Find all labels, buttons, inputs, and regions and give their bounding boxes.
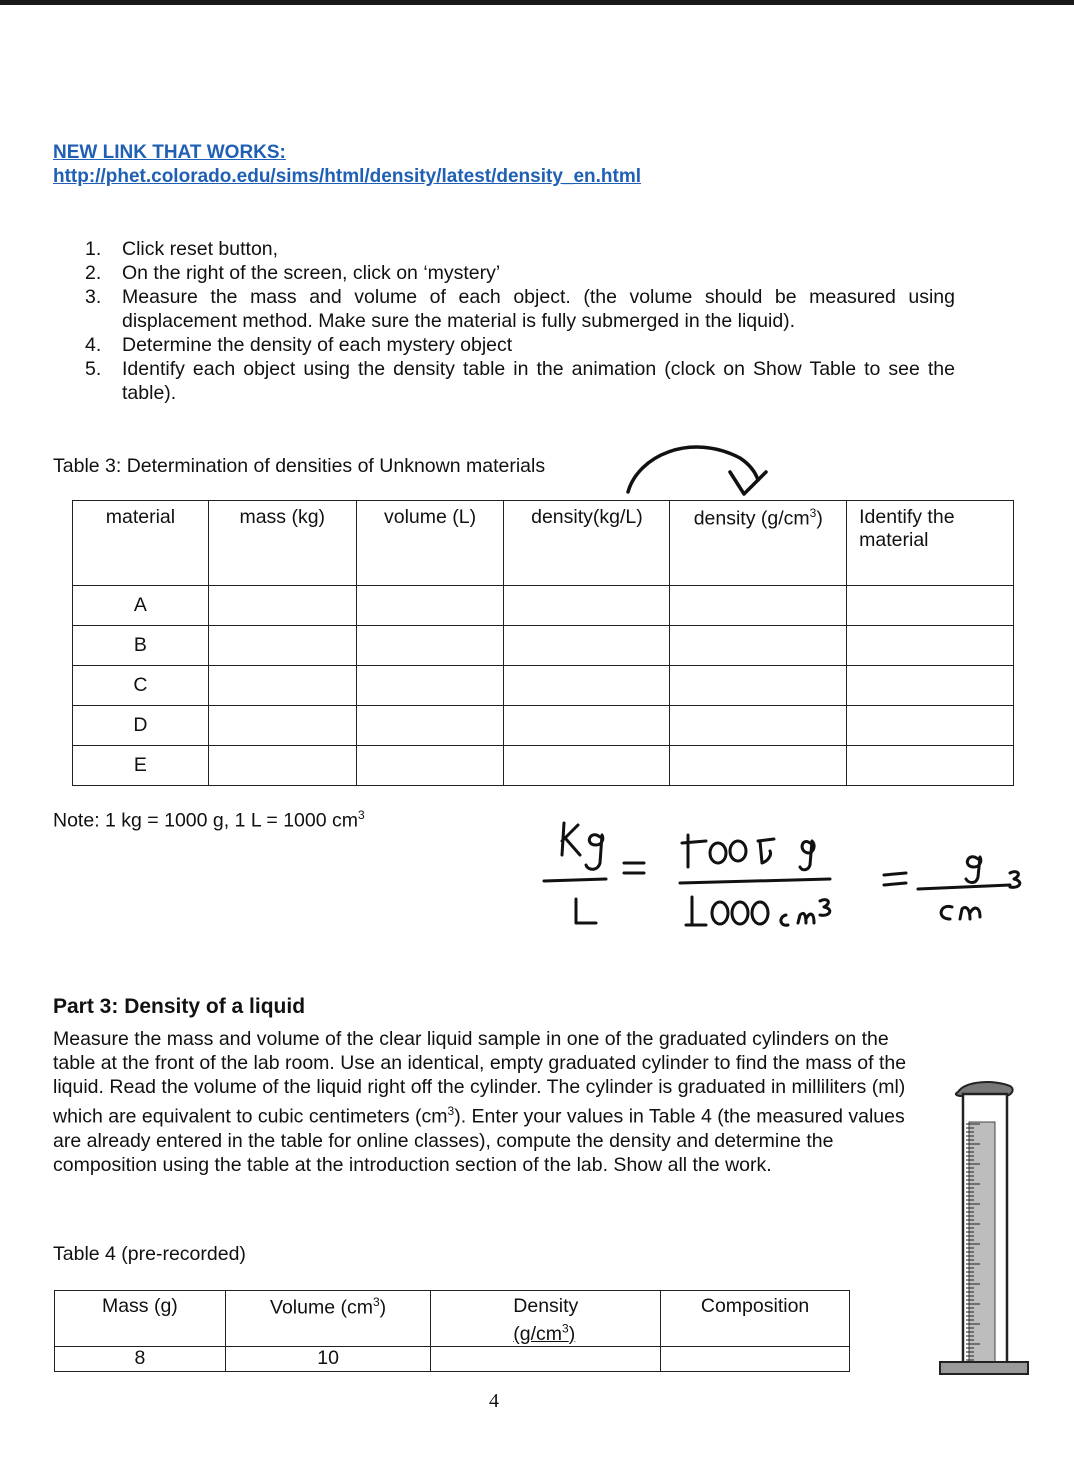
header-volume: volume (L): [356, 501, 504, 586]
cell-mass: 8: [55, 1346, 226, 1371]
row-label: B: [73, 626, 209, 666]
cell-empty[interactable]: [670, 626, 847, 666]
table-row: [73, 706, 1014, 746]
simulation-url[interactable]: http://phet.colorado.edu/sims/html/density/latest/density_en.html: [53, 166, 642, 187]
row-label: C: [73, 666, 209, 706]
table-row: [73, 586, 1014, 626]
cell-empty[interactable]: [504, 706, 670, 746]
list-item: 4. Determine the density of each mystery object: [85, 334, 513, 356]
table-header-row: [55, 1291, 850, 1347]
cell-empty[interactable]: [504, 746, 670, 786]
table-row: [73, 626, 1014, 666]
table4: [54, 1290, 850, 1372]
cell-empty[interactable]: [504, 586, 670, 626]
cell-empty[interactable]: [208, 706, 356, 746]
cell-empty[interactable]: [847, 706, 1014, 746]
cell-empty[interactable]: [847, 666, 1014, 706]
header-material: material: [73, 501, 209, 586]
header-density-gcm: density $(g/cm^3)$: [670, 501, 847, 586]
row-label: A: [73, 586, 209, 626]
cell-empty[interactable]: [847, 586, 1014, 626]
part3-body: Measure the mass and volume of the clear liquid sample in one of the graduated cylinders on the table at the front of the lab room. Use an identical, empty graduated cylinder to find the mass of the liquid. Read the volume of the liquid right off the cylinder. The cylinder is graduated in milliliters (ml) which are equivalent to cubic centimeters $(cm^3)$. Enter your values in Table 4 (the measured values are already entered in the table for online classes), compute the density and determine the composition using the table at the introduction section of the lab. Show all the work.: [53, 1028, 907, 1176]
cell-volume: 10: [225, 1346, 431, 1371]
table3-caption: Table 3: Determination of densities of Unknown materials: [53, 455, 546, 477]
list-item: 1. Click reset button,: [85, 238, 279, 260]
cell-density[interactable]: [431, 1346, 661, 1371]
cell-empty[interactable]: [356, 746, 504, 786]
instruction-list: [85, 237, 955, 405]
cell-composition[interactable]: [661, 1346, 850, 1371]
part3-title: Part 3: Density of a liquid: [53, 995, 306, 1018]
cell-empty[interactable]: [208, 586, 356, 626]
header-mass: Mass (g): [55, 1291, 226, 1347]
cell-empty[interactable]: [208, 746, 356, 786]
table-row: [55, 1346, 850, 1371]
table4-caption: Table 4 (pre-recorded): [53, 1243, 246, 1265]
table3: [72, 500, 1014, 786]
cell-empty[interactable]: [670, 706, 847, 746]
cell-empty[interactable]: [356, 666, 504, 706]
list-item: 2. On the right of the screen, click on ‘mystery’: [85, 262, 501, 284]
header-mass: mass (kg): [208, 501, 356, 586]
cell-empty[interactable]: [670, 586, 847, 626]
row-label: D: [73, 706, 209, 746]
cell-empty[interactable]: [208, 626, 356, 666]
cell-empty[interactable]: [847, 746, 1014, 786]
row-label: E: [73, 746, 209, 786]
page-number: 4: [489, 1390, 499, 1412]
cell-empty[interactable]: [208, 666, 356, 706]
cell-empty[interactable]: [670, 746, 847, 786]
table-header-row: [73, 501, 1014, 586]
graduated-cylinder-illustration: [936, 1074, 1032, 1380]
header-density-kgl: density(kg/L): [504, 501, 670, 586]
cell-empty[interactable]: [356, 626, 504, 666]
cell-empty[interactable]: [847, 626, 1014, 666]
header-composition: Composition: [661, 1291, 850, 1347]
cell-empty[interactable]: [356, 586, 504, 626]
cell-empty[interactable]: [504, 666, 670, 706]
table-row: [73, 666, 1014, 706]
header-density: Density $(g/cm^3)$: [431, 1291, 661, 1347]
list-item: 5. Identify each object using the density table in the animation (clock on Show Table to see the table).: [85, 358, 955, 404]
list-item: 3. Measure the mass and volume of each object. (the volume should be measured using displacement method. Make sure the material is fully submerged in the liquid).: [85, 286, 955, 332]
top-border: [0, 0, 1074, 5]
header-identify: Identify the material: [847, 501, 1014, 586]
cell-empty[interactable]: [670, 666, 847, 706]
cell-empty[interactable]: [504, 626, 670, 666]
table-row: [73, 746, 1014, 786]
header-volume: Volume $(cm^3)$: [225, 1291, 431, 1347]
link-heading[interactable]: NEW LINK THAT WORKS:: [53, 142, 286, 163]
cell-empty[interactable]: [356, 706, 504, 746]
handwritten-conversion: [540, 815, 1030, 935]
unit-note: Note: 1 kg = 1000 g, 1 L = 1000 $cm^3$: [53, 808, 365, 832]
handwritten-arrow: [620, 436, 780, 500]
